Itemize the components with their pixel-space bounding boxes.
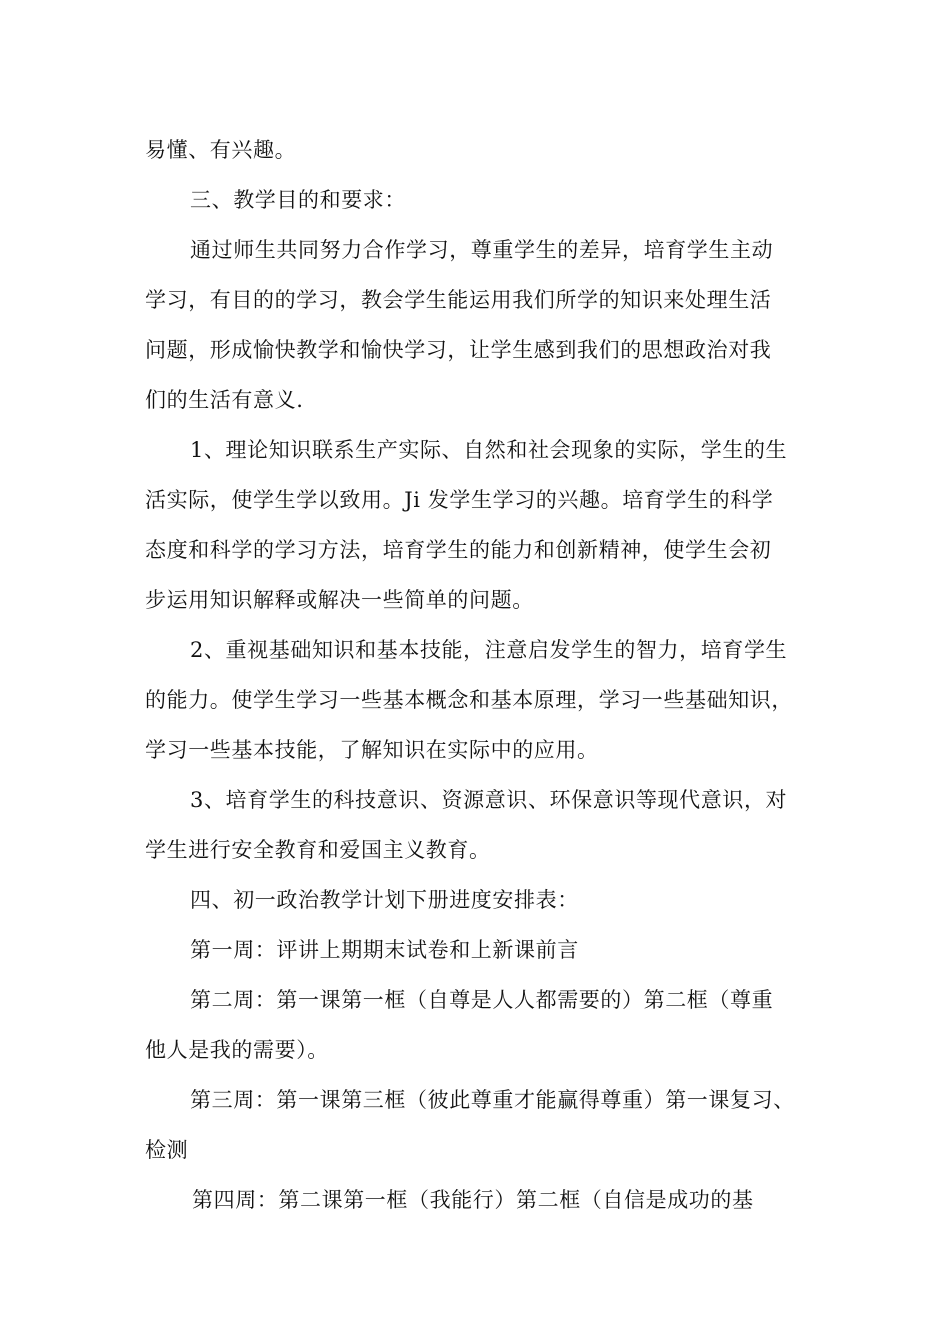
text-line: 他人是我的需要）。 [145,1038,329,1062]
schedule-week-3: 第三周：第一课第三框（彼此尊重才能赢得尊重）第一课复习、 [190,1088,795,1112]
schedule-week-1: 第一周：评讲上期期末试卷和上新课前言 [190,938,579,962]
text-line: 学生进行安全教育和爱国主义教育。 [145,838,491,862]
text-line: 检测 [145,1138,189,1162]
text-line: 学习，有目的的学习，教会学生能运用我们所学的知识来处理生活 [145,288,772,312]
text-line: 通过师生共同努力合作学习，尊重学生的差异，培育学生主动 [190,238,774,262]
text-line: 问题，形成愉快教学和愉快学习，让学生感到我们的思想政治对我 [145,338,772,362]
schedule-week-4: 第四周：第二课第一框（我能行）第二框（自信是成功的基 [192,1188,754,1212]
text-line: 步运用知识解释或解决一些简单的问题。 [145,588,534,612]
text-line: 2、重视基础知识和基本技能，注意启发学生的智力，培育学生 [190,638,788,662]
text-line: 们的生活有意义. [145,388,304,412]
text-line: 1、理论知识联系生产实际、自然和社会现象的实际，学生的生 [190,438,788,462]
text-line: 学习一些基本技能，了解知识在实际中的应用。 [145,738,599,762]
text-line: 态度和科学的学习方法，培育学生的能力和创新精神，使学生会初 [145,538,772,562]
text-line: 活实际，使学生学以致用。Ji 发学生学习的兴趣。培育学生的科学 [145,488,774,512]
schedule-week-2: 第二周：第一课第一框（自尊是人人都需要的）第二框（尊重 [190,988,774,1012]
section-heading-objectives: 三、教学目的和要求： [190,188,406,212]
section-heading-schedule: 四、初一政治教学计划下册进度安排表： [190,888,579,912]
text-line: 的能力。使学生学习一些基本概念和基本原理，学习一些基础知识， [145,688,793,712]
text-line: 3、培育学生的科技意识、资源意识、环保意识等现代意识，对 [190,788,788,812]
text-line: 易懂、有兴趣。 [145,138,297,162]
